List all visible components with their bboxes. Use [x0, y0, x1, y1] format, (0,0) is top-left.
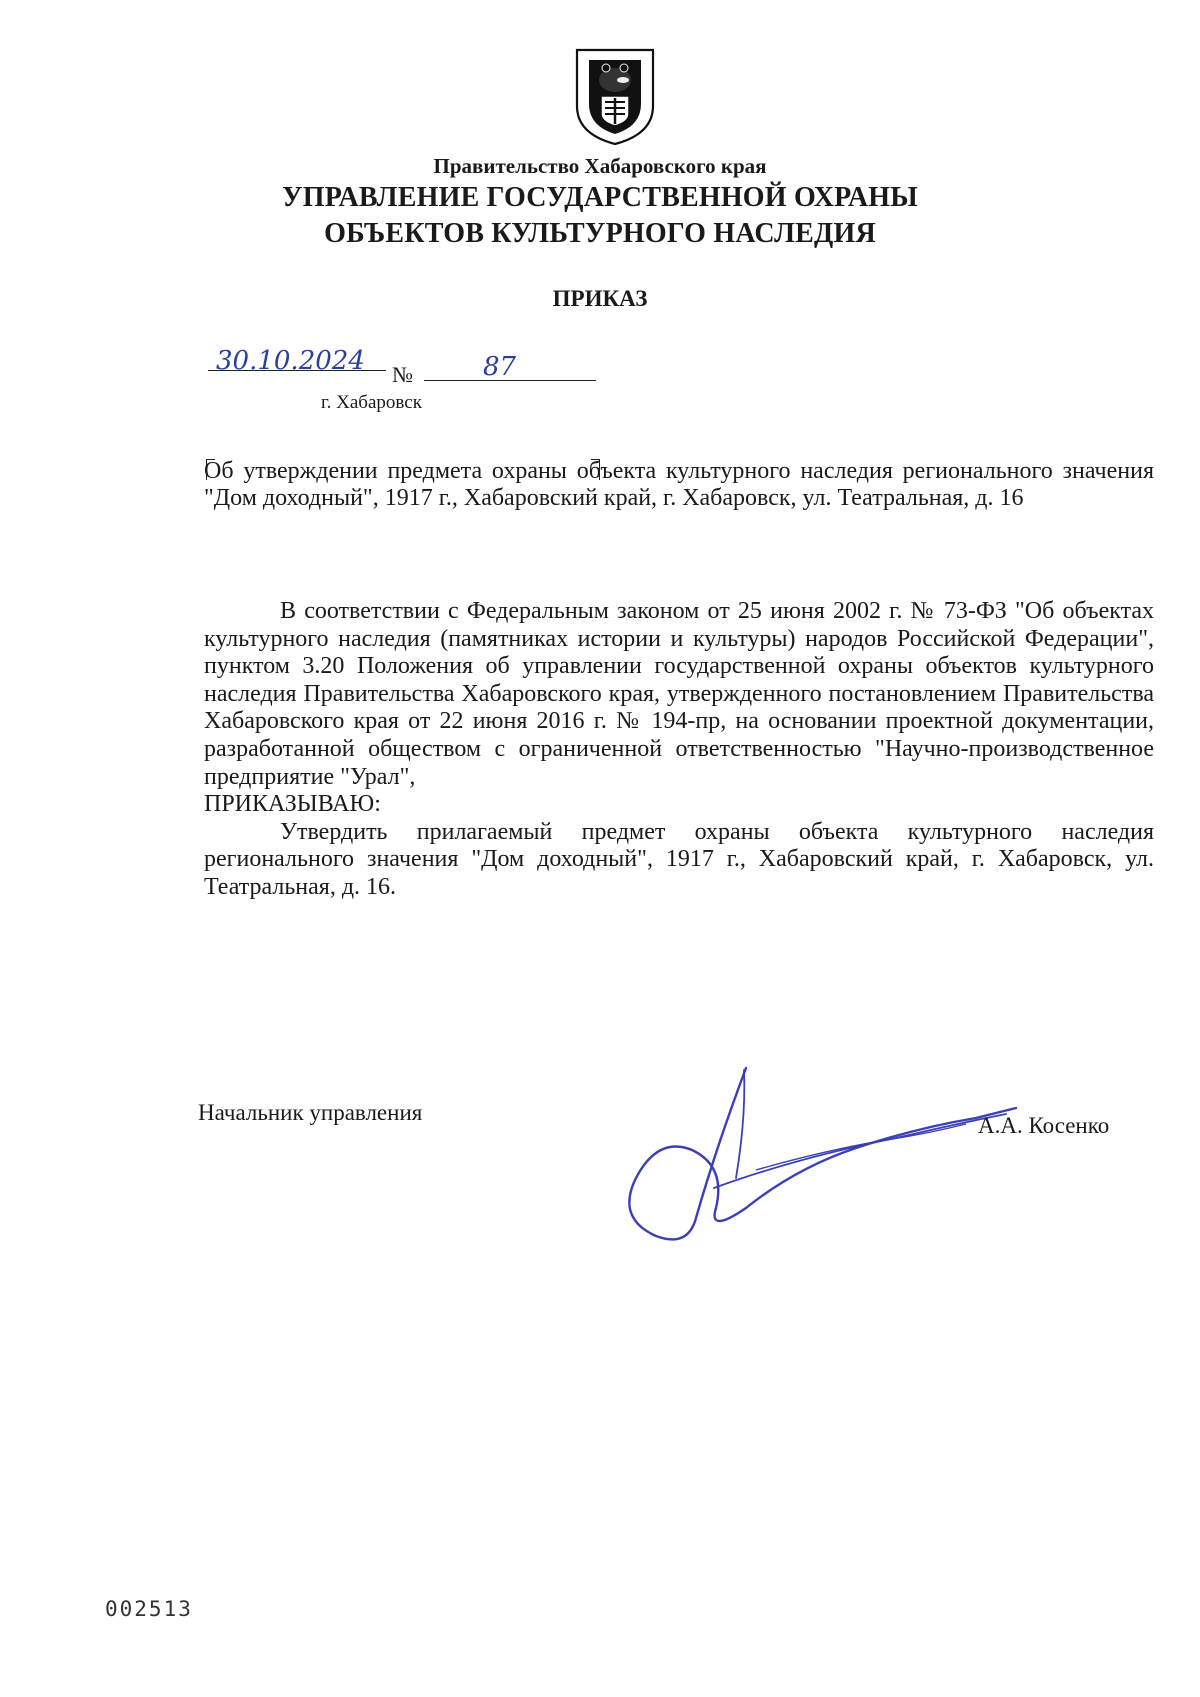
document-type-title: ПРИКАЗ — [552, 286, 648, 311]
order-word: ПРИКАЗЫВАЮ: — [204, 791, 381, 818]
handwritten-signature — [596, 1058, 1036, 1258]
coat-of-arms-icon — [571, 46, 659, 146]
document-number: 87 — [483, 352, 517, 382]
order-paragraph: Утвердить прилагаемый предмет охраны объекта культурного наследия регионального значения "Дом доходный", 1917 г., Хабаровский край, г. Хабаровск, ул. Театральная, д. 16. — [204, 818, 1154, 900]
government-name: Правительство Хабаровского края — [433, 154, 767, 178]
issue-city: г. Хабаровск — [321, 392, 422, 413]
form-serial-number: 002513 — [105, 1597, 193, 1621]
department-name-line2: ОБЪЕКТОВ КУЛЬТУРНОГО НАСЛЕДИЯ — [324, 218, 876, 249]
document-date: 30.10.2024 — [216, 346, 365, 376]
preamble-paragraph: В соответствии с Федеральным законом от 25 июня 2002 г. № 73-ФЗ "Об объектах культурного наследия (памятниках истории и культуры) народов Российской Федерации", пунктом 3.20 Положения об управлении государственной охраны объектов культурного наследия Правительства Хабаровского края, утвержденного постановлением Правительства Хабаровского края от 22 июня 2016 г. № 194-пр, на основании проектной документации, разработанной обществом с ограниченной ответственностью "Научно-производственное предприятие "Урал", — [204, 598, 1154, 790]
signatory-position: Начальник управления — [198, 1100, 423, 1125]
department-name-line1: УПРАВЛЕНИЕ ГОСУДАРСТВЕННОЙ ОХРАНЫ — [282, 182, 918, 213]
signatory-name: А.А. Косенко — [978, 1113, 1110, 1138]
document-body — [204, 598, 1154, 902]
number-sign: № — [392, 362, 413, 387]
document-subject: Об утверждении предмета охраны объекта культурного наследия регионального значения "Дом доходный", 1917 г., Хабаровский край, г. Хабаровск, ул. Театральная, д. 16 — [204, 458, 1154, 511]
